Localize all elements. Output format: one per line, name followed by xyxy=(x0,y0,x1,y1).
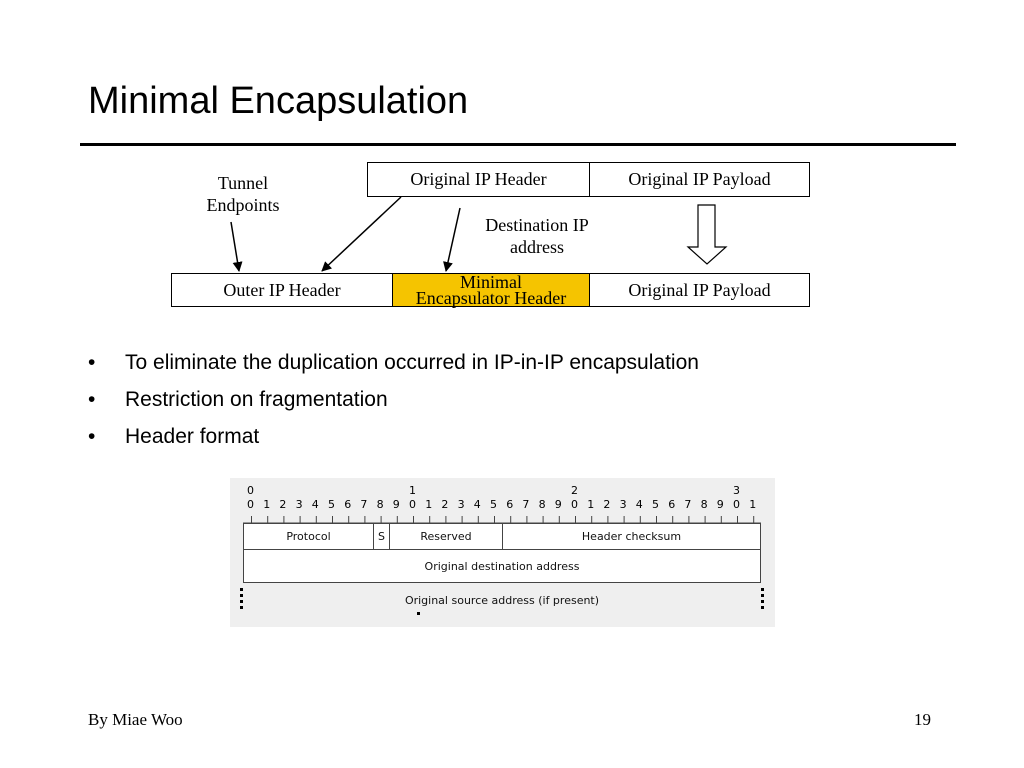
bit-label: 0 xyxy=(247,498,254,511)
bit-label: 7 xyxy=(360,498,368,511)
optional-row-dots xyxy=(230,478,775,627)
protocol-field: Protocol xyxy=(243,523,374,550)
bit-label: 3 xyxy=(457,498,465,511)
tens-label: 2 xyxy=(571,484,578,497)
bit-label: 1 xyxy=(263,498,271,511)
destination-label-line2: address xyxy=(510,237,564,257)
bit-label: 0 xyxy=(733,498,740,511)
bullet-list xyxy=(88,350,699,461)
bullet-item xyxy=(88,424,699,450)
bit-label: 6 xyxy=(344,498,352,511)
header-format-figure xyxy=(230,478,775,627)
tens-label: 0 xyxy=(247,484,254,497)
bit-label: 5 xyxy=(490,498,497,511)
outer-ip-header-box: Outer IP Header xyxy=(171,273,393,307)
original-ip-header-box: Original IP Header xyxy=(367,162,590,197)
bullet-text: Restriction on fragmentation xyxy=(125,388,388,411)
original-ip-payload-box-top: Original IP Payload xyxy=(589,162,810,197)
bit-label: 4 xyxy=(311,498,319,511)
footer-author: By Miae Woo xyxy=(88,710,183,729)
bit-label: 0 xyxy=(409,498,416,511)
s-flag-field: S xyxy=(373,523,390,550)
original-ip-payload-box-bottom: Original IP Payload xyxy=(589,273,810,307)
destination-label-line1: Destination IP xyxy=(485,215,589,235)
reserved-field: Reserved xyxy=(389,523,503,550)
tunnel-label-line2: Endpoints xyxy=(206,195,280,215)
bit-label: 5 xyxy=(328,498,335,511)
bullet-dot-icon: • xyxy=(88,425,96,448)
tunnel-label-line1: Tunnel xyxy=(217,173,269,193)
tens-label: 3 xyxy=(733,484,740,497)
minimal-label-line1: Minimal xyxy=(460,272,522,292)
bullet-text: Header format xyxy=(125,425,260,448)
bit-label: 8 xyxy=(376,498,384,511)
original-source-address-field: Original source address (if present) xyxy=(404,593,600,607)
bullet-item xyxy=(88,387,699,413)
bit-label: 0 xyxy=(571,498,578,511)
destination-arrow xyxy=(446,208,460,271)
bullet-item xyxy=(88,350,699,376)
header-to-outer-arrow xyxy=(322,197,401,271)
bit-label: 7 xyxy=(684,498,692,511)
bit-label: 9 xyxy=(392,498,400,511)
bit-label: 8 xyxy=(538,498,546,511)
bit-label: 2 xyxy=(603,498,611,511)
bit-label: 3 xyxy=(295,498,303,511)
original-destination-address-field: Original destination address xyxy=(243,549,761,583)
bullet-text: To eliminate the duplication occurred in IP-in-IP encapsulation xyxy=(125,351,699,374)
bit-label: 2 xyxy=(279,498,287,511)
bit-label: 4 xyxy=(635,498,643,511)
bit-label: 9 xyxy=(716,498,724,511)
bullet-dot-icon: • xyxy=(88,351,96,374)
bit-label: 2 xyxy=(441,498,449,511)
bit-label: 6 xyxy=(668,498,676,511)
page-number: 19 xyxy=(914,710,931,729)
bit-label: 8 xyxy=(700,498,708,511)
tens-label: 1 xyxy=(409,484,416,497)
bit-label: 1 xyxy=(749,498,757,511)
payload-down-arrow-icon xyxy=(688,205,726,264)
bit-label: 5 xyxy=(652,498,659,511)
bit-label: 6 xyxy=(506,498,514,511)
tunnel-endpoints-arrow xyxy=(231,222,239,271)
header-checksum-field: Header checksum xyxy=(502,523,761,550)
bit-label: 7 xyxy=(522,498,530,511)
bit-label: 9 xyxy=(554,498,562,511)
bit-label: 4 xyxy=(473,498,481,511)
page-title: Minimal Encapsulation xyxy=(88,80,469,122)
minimal-label-line2: Encapsulator Header xyxy=(415,288,567,308)
diagram-arrows xyxy=(0,0,1024,340)
bit-label: 3 xyxy=(619,498,627,511)
bit-label: 1 xyxy=(425,498,433,511)
bullet-dot-icon: • xyxy=(88,388,96,411)
bit-label: 1 xyxy=(587,498,595,511)
